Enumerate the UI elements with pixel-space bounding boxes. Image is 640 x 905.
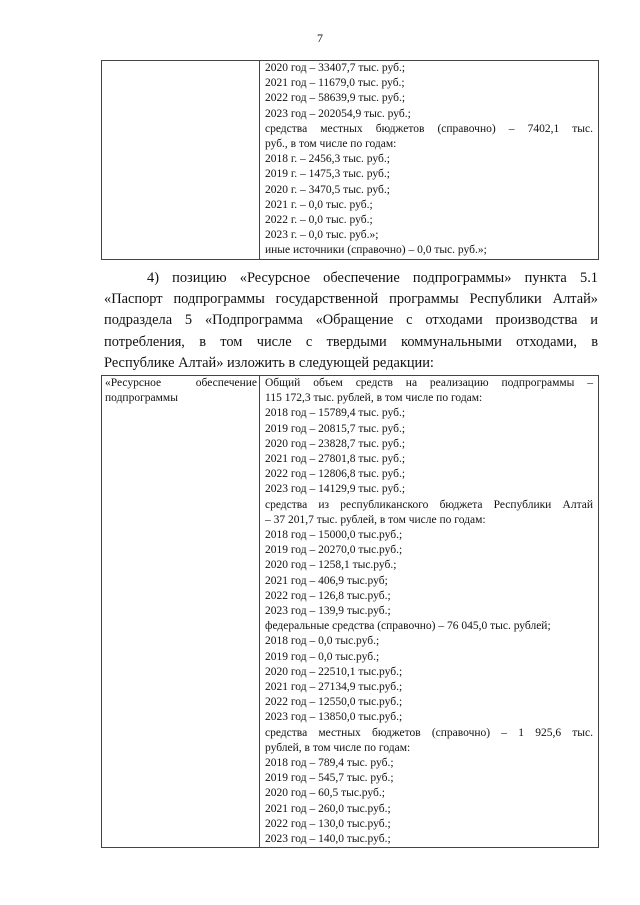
- table2-line: 2022 год – 126,8 тыс.руб.;: [265, 589, 391, 602]
- table2-line: 2018 год – 0,0 тыс.руб.;: [265, 635, 380, 648]
- table2-line: – 37 201,7 тыс. рублей, в том числе по годам:: [265, 513, 486, 526]
- table2-line: средства из республиканского бюджета Республики Алтай: [265, 498, 593, 511]
- table1-line: 2022 год – 58639,9 тыс. руб.;: [265, 92, 406, 105]
- table2-line: 2018 год – 15000,0 тыс.руб.;: [265, 529, 403, 542]
- table1-line: руб., в том числе по годам:: [265, 138, 397, 151]
- table2-line: рублей, в том числе по годам:: [265, 741, 411, 754]
- table2-line: 2023 год – 13850,0 тыс.руб.;: [265, 711, 403, 724]
- table2-line: 2020 год – 23828,7 тыс. руб.;: [265, 437, 406, 450]
- table2-line: 2023 год – 139,9 тыс.руб.;: [265, 605, 391, 618]
- table1-line: средства местных бюджетов (справочно) – 7402,1 тыс.: [265, 122, 593, 135]
- table2-line: средства местных бюджетов (справочно) – 1 925,6 тыс.: [265, 726, 593, 739]
- paragraph-line: «Паспорт подпрограммы государственной программы Республики Алтай»: [104, 291, 598, 308]
- table2-line: 2020 год – 60,5 тыс.руб.;: [265, 787, 385, 800]
- table1-line: 2021 год – 11679,0 тыс. руб.;: [265, 77, 405, 90]
- paragraph-line: 4) позицию «Ресурсное обеспечение подпрограммы» пункта 5.1: [147, 270, 598, 286]
- table2-line: 2021 год – 406,9 тыс.руб;: [265, 574, 388, 587]
- table2-line: 2022 год – 12806,8 тыс. руб.;: [265, 468, 406, 481]
- table2-line: 2020 год – 1258,1 тыс.руб.;: [265, 559, 397, 572]
- table2-line: 2019 год – 0,0 тыс.руб.;: [265, 650, 380, 663]
- label-cell: [102, 376, 260, 848]
- table1-line: 2020 г. – 3470,5 тыс. руб.;: [265, 183, 390, 196]
- value-cell: [260, 376, 599, 848]
- table1-line: 2018 г. – 2456,3 тыс. руб.;: [265, 153, 390, 166]
- paragraph-line: подраздела 5 «Подпрограмма «Обращение с отходами производства и: [104, 312, 598, 329]
- table2-line: 2021 год – 27801,8 тыс. руб.;: [265, 453, 406, 466]
- table2-line: 2018 год – 15789,4 тыс. руб.;: [265, 407, 406, 420]
- table2-line: 2021 год – 27134,9 тыс.руб.;: [265, 681, 403, 694]
- table2-line: 2019 год – 20270,0 тыс.руб.;: [265, 544, 403, 557]
- table2-line: 2020 год – 22510,1 тыс.руб.;: [265, 665, 403, 678]
- paragraph-line: потребления, в том числе с твердыми коммунальными отходами, в: [104, 333, 598, 350]
- table2-line: 2023 год – 140,0 тыс.руб.;: [265, 833, 391, 846]
- amendment-paragraph: [104, 268, 598, 374]
- page-number: 7: [317, 31, 323, 45]
- label-line: «Ресурсное обеспечение: [105, 377, 257, 389]
- table2-line: 2019 год – 20815,7 тыс. руб.;: [265, 422, 406, 435]
- table1-line: 2020 год – 33407,7 тыс. руб.;: [265, 62, 406, 74]
- table2-line: федеральные средства (справочно) – 76 045,0 тыс. рублей;: [265, 620, 551, 633]
- table2-line: 2022 год – 12550,0 тыс.руб.;: [265, 696, 403, 709]
- table2-line: 2019 год – 545,7 тыс. руб.;: [265, 772, 394, 785]
- table2-line: 2023 год – 14129,9 тыс. руб.;: [265, 483, 406, 496]
- table1-line: 2023 год – 202054,9 тыс. руб.;: [265, 107, 411, 120]
- table1-line: 2021 г. – 0,0 тыс. руб.;: [265, 198, 373, 211]
- table2-line: 2022 год – 130,0 тыс.руб.;: [265, 817, 391, 830]
- table2-line: 2021 год – 260,0 тыс.руб.;: [265, 802, 391, 815]
- table2-line: 115 172,3 тыс. рублей, в том числе по годам:: [265, 392, 483, 405]
- table2-line: 2018 год – 789,4 тыс. руб.;: [265, 757, 394, 770]
- resource-table-continued: [101, 60, 599, 260]
- table2-line: Общий объем средств на реализацию подпрограммы –: [265, 377, 593, 389]
- table1-line: 2019 г. – 1475,3 тыс. руб.;: [265, 168, 390, 181]
- table1-line: 2023 г. – 0,0 тыс. руб.»;: [265, 229, 379, 242]
- label-cell-empty: [102, 61, 260, 260]
- resource-table-new: [101, 375, 599, 848]
- table1-line: 2022 г. – 0,0 тыс. руб.;: [265, 214, 373, 227]
- table1-line: иные источники (справочно) – 0,0 тыс. руб.»;: [265, 244, 487, 257]
- paragraph-line: Республике Алтай» изложить в следующей редакции:: [104, 354, 434, 371]
- value-cell: [260, 61, 599, 260]
- label-line: подпрограммы: [105, 392, 178, 405]
